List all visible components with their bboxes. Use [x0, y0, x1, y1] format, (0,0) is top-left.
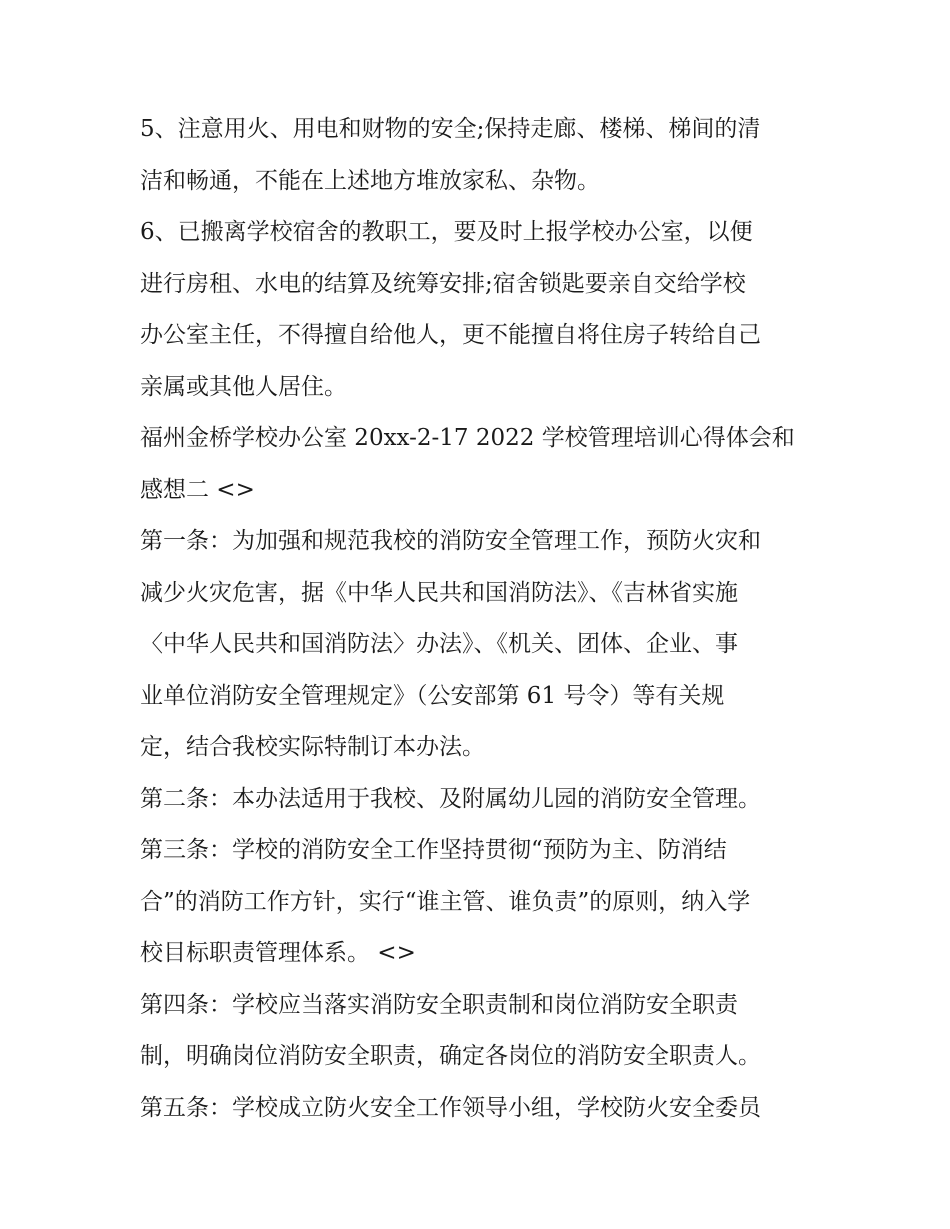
- text-line: 第二条：本办法适用于我校、及附属幼儿园的消防安全管理。: [140, 785, 761, 812]
- text-line: 福州金桥学校办公室 20xx-2-17 2022 学校管理培训心得体会和: [140, 425, 795, 451]
- text-line: 业单位消防安全管理规定》（公安部第 61 号令）等有关规: [140, 682, 725, 709]
- text-line: 亲属或其他人居住。: [140, 373, 347, 400]
- text-line: 进行房租、水电的结算及统筹安排;宿舍锁匙要亲自交给学校: [140, 270, 746, 297]
- text-line: 第一条：为加强和规范我校的消防安全管理工作，预防火灾和: [140, 528, 761, 554]
- text-line: 感想二 <>: [140, 476, 255, 503]
- text-line: 合”的消防工作方针，实行“谁主管、谁负责”的原则，纳入学: [140, 888, 751, 915]
- text-line: 5、注意用火、用电和财物的安全;保持走廊、楼梯、梯间的清: [140, 116, 761, 142]
- document-body: [140, 104, 820, 1134]
- text-line: 办公室主任，不得擅自给他人，更不能擅自将住房子转给自己: [140, 322, 761, 348]
- text-line: 校目标职责管理体系。 <>: [140, 940, 416, 966]
- text-line: 制，明确岗位消防安全职责，确定各岗位的消防安全职责人。: [140, 1043, 761, 1069]
- text-line: 〈中华人民共和国消防法〉办法》、《机关、团体、企业、事: [140, 631, 738, 657]
- text-line: 第三条：学校的消防安全工作坚持贯彻“预防为主、防消结: [140, 837, 727, 863]
- text-line: 6、已搬离学校宿舍的教职工，要及时上报学校办公室，以便: [140, 219, 753, 245]
- text-line: 减少火灾危害，据《中华人民共和国消防法》、《吉林省实施: [140, 579, 738, 606]
- text-line: 洁和畅通，不能在上述地方堆放家私、杂物。: [140, 167, 600, 194]
- text-line: 定，结合我校实际特制订本办法。: [140, 734, 485, 760]
- text-line: 第五条：学校成立防火安全工作领导小组，学校防火安全委员: [140, 1094, 761, 1121]
- text-line: 第四条：学校应当落实消防安全职责制和岗位消防安全职责: [140, 991, 738, 1018]
